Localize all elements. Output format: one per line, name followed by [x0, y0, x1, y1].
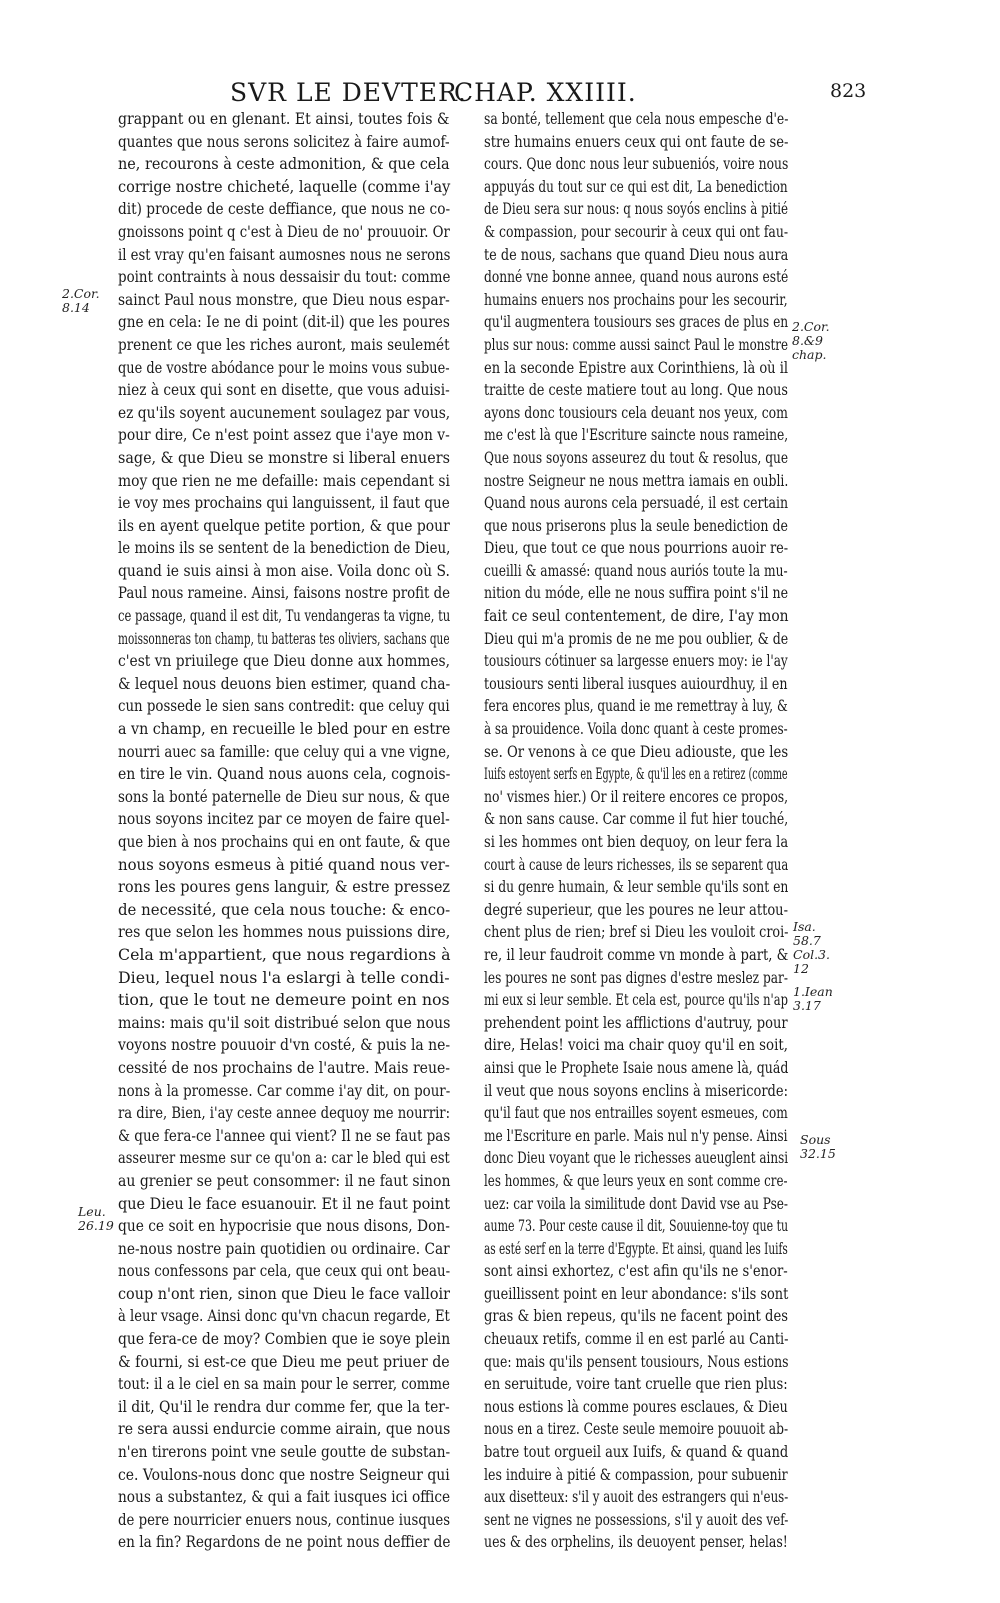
- text-line: nous soyons esmeus à pitié quand nous ver-: [118, 854, 450, 874]
- text-line: en seruitude, voire tant cruelle que rien plus:: [484, 1374, 788, 1394]
- text-line: il dit, Qu'il le rendra dur comme fer, que la ter-: [118, 1396, 450, 1416]
- text-line: degré superieur, que les poures ne leur attou-: [484, 899, 789, 919]
- text-line: nourri auec sa famille: que celuy qui a vne vigne,: [118, 741, 451, 761]
- text-line: moy que rien ne me defaille: mais cependant si: [118, 470, 450, 490]
- text-line: mi eux si leur semble. Et cela est, pource qu'ils n'ap: [484, 990, 788, 1010]
- text-line: & fourni, si est-ce que Dieu me peut priuer de: [118, 1351, 450, 1371]
- text-line: si du genre humain, & leur semble qu'ils sont en: [484, 877, 789, 897]
- margin-note-line: 1.Iean: [793, 984, 833, 999]
- text-line: nition du móde, elle ne nous suffira point s'il ne: [484, 583, 789, 603]
- text-line: que nous priserons plus la seule benediction de: [484, 515, 788, 535]
- text-line: Que nous soyons asseurez du tout & resolus, que: [484, 447, 789, 467]
- text-line: me c'est là que l'Escriture saincte nous rameine,: [484, 425, 789, 445]
- text-line: te de nous, sachans que quand Dieu nous aura: [484, 244, 789, 264]
- text-line: nous a substantez, & qui a fait iusques ici office: [118, 1487, 451, 1507]
- text-line: mains: mais qu'il soit distribué selon que nous: [118, 1012, 451, 1032]
- text-line: il est vray qu'en faisant aumosnes nous ne serons: [118, 244, 451, 264]
- margin-note-line: Leu.: [78, 1204, 106, 1219]
- margin-note-line: 2.Cor.: [792, 319, 830, 334]
- text-line: en la fin? Regardons de ne point nous deffier de: [118, 1532, 451, 1552]
- text-line: les hommes, & que leurs yeux en sont comme cre-: [484, 1170, 788, 1190]
- running-head-left: SVR LE DEVTER.: [230, 78, 467, 107]
- text-line: ne-nous nostre pain quotidien ou ordinaire. Car: [118, 1238, 450, 1258]
- text-line: niez à ceux qui sont en disette, que vous aduisi-: [118, 380, 450, 400]
- left-text-column: [118, 108, 450, 1554]
- text-line: quantes que nous serons solicitez à faire aumof-: [118, 131, 450, 151]
- text-line: rons les poures gens languir, & estre pressez: [118, 877, 451, 897]
- text-line: Dieu, que tout ce que nous pourrions auoir re-: [484, 538, 789, 558]
- text-line: cueilli & amassé: quand nous auriós toute la mu-: [484, 560, 788, 580]
- text-line: ayons donc tousiours cela deuant nos yeux, com: [484, 402, 788, 422]
- text-line: qu'il faut que nos entrailles soyent esmeues, com: [484, 1103, 788, 1123]
- margin-note-line: 12: [793, 961, 809, 976]
- text-line: chent plus de rien; bref si Dieu les vouloit croi-: [484, 922, 789, 942]
- text-line: batre tout orgueil aux Iuifs, & quand & quand: [484, 1442, 789, 1462]
- running-head-right: CHAP. XXIIII.: [454, 78, 637, 107]
- text-line: nous estions là comme poures esclaues, & Dieu: [484, 1396, 788, 1416]
- text-line: gne en cela: Ie ne di point (dit-il) que les poures: [118, 312, 450, 332]
- text-line: cheuaux retifs, comme il en est parlé au Canti-: [484, 1329, 789, 1349]
- running-head: [230, 78, 790, 108]
- text-line: sa bonté, tellement que cela nous empesche d'e-: [484, 109, 789, 128]
- text-line: court à cause de leurs richesses, ils se separent qua: [484, 854, 789, 874]
- text-line: nous en a tirez. Ceste seule memoire pouuoit ab-: [484, 1419, 789, 1439]
- text-line: en tire le vin. Quand nous auons cela, cognois-: [118, 764, 451, 784]
- text-line: cours. Que donc nous leur subueniós, voire nous: [484, 154, 789, 174]
- text-line: il veut que nous soyons enclins à misericorde:: [484, 1080, 788, 1100]
- text-line: res que selon les hommes nous puissions dire,: [118, 922, 451, 942]
- text-line: plus sur nous: comme aussi sainct Paul le monstre: [484, 334, 789, 354]
- text-line: humains enuers nos prochains pour les secourir,: [484, 289, 788, 309]
- text-line: que bien à nos prochains qui en ont faute, & que: [118, 832, 451, 851]
- text-line: nous soyons incitez par ce moyen de faire quel-: [118, 809, 450, 829]
- text-line: tousiours cótinuer sa largesse enuers moy: ie l'ay: [484, 651, 788, 671]
- text-line: en la seconde Epistre aux Corinthiens, là où il: [484, 357, 789, 377]
- text-line: le moins ils se sentent de la benediction de Dieu,: [118, 538, 451, 558]
- text-line: Dieu qui m'a promis de ne me pou oublier, & de: [484, 628, 789, 648]
- text-line: ils en ayent quelque petite portion, & que pour: [118, 515, 450, 535]
- margin-note-line: Col.3.: [793, 947, 830, 962]
- text-line: sent ne vignes ne possessions, s'il y auoit des vef-: [484, 1509, 789, 1529]
- right-text-column: [484, 108, 788, 1554]
- text-line: donc Dieu voyant que le richesses aueuglent ainsi: [484, 1148, 789, 1168]
- text-line: & lequel nous deuons bien estimer, quand cha-: [118, 673, 451, 693]
- text-line: prehendent point les afflictions d'autruy, pour: [484, 1012, 788, 1032]
- margin-note: [78, 1205, 114, 1233]
- text-line: stre humains enuers ceux qui ont faute de se-: [484, 131, 789, 151]
- text-line: c'est vn priuilege que Dieu donne aux hommes,: [118, 651, 451, 671]
- text-line: si les hommes ont bien dequoy, on leur fera la: [484, 832, 789, 851]
- text-line: que de vostre abódance pour le moins vous subue-: [118, 357, 450, 377]
- margin-note-line: Isa.: [793, 919, 816, 934]
- text-line: à leur vsage. Ainsi donc qu'vn chacun regarde, Et: [118, 1306, 450, 1326]
- text-line: & non sans cause. Car comme il fut hier touché,: [484, 809, 789, 829]
- text-line: cessité de nos prochains de l'autre. Mais reue-: [118, 1057, 451, 1077]
- text-line: ce. Voulons-nous donc que nostre Seigneur qui: [118, 1464, 450, 1484]
- text-line: sainct Paul nous monstre, que Dieu nous espar-: [118, 289, 450, 309]
- text-line: nous confessons par cela, que ceux qui ont beau-: [118, 1261, 451, 1281]
- text-line: de pere nourricier enuers nous, continue iusques: [118, 1509, 451, 1529]
- margin-note: [62, 287, 100, 315]
- text-line: ie voy mes prochains qui languissent, il faut que: [118, 493, 450, 513]
- text-line: moissonneras ton champ, tu batteras tes oliviers, sachans que: [118, 628, 450, 648]
- text-line: voyons nostre pouuoir d'vn costé, & puis la ne-: [118, 1035, 451, 1055]
- text-line: gueillissent point en leur abondance: s'ils sont: [484, 1283, 789, 1303]
- text-line: grappant ou en glenant. Et ainsi, toutes fois &: [118, 109, 450, 128]
- page-number: 823: [830, 80, 867, 102]
- text-line: de Dieu sera sur nous: q nous soyós enclins à pitié: [484, 199, 789, 219]
- text-line: point contraints à nous dessaisir du tout: comme: [118, 267, 451, 287]
- text-line: & compassion, pour secourir à ceux qui ont fau-: [484, 221, 789, 241]
- text-line: uez: car voila la similitude dont David vse au Pse-: [484, 1193, 789, 1213]
- text-line: sons la bonté paternelle de Dieu sur nous, & que: [118, 786, 450, 806]
- text-line: nostre Seigneur ne nous mettra iamais en oubli.: [484, 470, 789, 490]
- text-line: Cela m'appartient, que nous regardions à: [118, 944, 451, 964]
- text-line: tout: il a le ciel en sa main pour le serrer, comme: [118, 1374, 450, 1394]
- text-line: corrige nostre chicheté, laquelle (comme i'ay: [118, 176, 451, 196]
- text-line: re sera aussi endurcie comme airain, que nous: [118, 1419, 451, 1439]
- text-line: donné vne bonne annee, quand nous aurons esté: [484, 267, 789, 287]
- margin-note-line: 3.17: [793, 998, 821, 1013]
- text-line: se. Or venons à ce que Dieu adiouste, que les: [484, 741, 789, 761]
- margin-note: [800, 1133, 836, 1161]
- text-line: ra dire, Bien, i'ay ceste annee dequoy me nourrir:: [118, 1103, 451, 1123]
- text-line: quand ie suis ainsi à mon aise. Voila donc où S.: [118, 560, 450, 580]
- text-line: fera encores plus, quand ie me remettray à luy, &: [484, 696, 788, 716]
- text-line: tion, que le tout ne demeure point en nos: [118, 990, 450, 1010]
- text-line: appuyás du tout sur ce qui est dit, La benediction: [484, 176, 788, 196]
- margin-note-line: chap.: [792, 347, 827, 362]
- margin-note: [793, 985, 833, 1013]
- text-line: dire, Helas! voici ma chair quoy qu'il en soit,: [484, 1035, 788, 1055]
- text-line: a vn champ, en recueille le bled pour en estre: [118, 719, 451, 739]
- text-line: qu'il augmentera tousiours ses graces de plus en: [484, 312, 789, 332]
- text-line: que fera-ce de moy? Combien que ie soye plein: [118, 1329, 451, 1349]
- text-line: re, il leur faudroit comme vn monde à part, &: [484, 944, 789, 964]
- text-line: coup n'ont rien, sinon que Dieu le face valloir: [118, 1283, 450, 1303]
- margin-note: [793, 920, 830, 976]
- text-line: traitte de ceste matiere tout au long. Que nous: [484, 380, 788, 400]
- text-line: as esté serf en la terre d'Egypte. Et ainsi, quand les Iuifs: [484, 1238, 788, 1258]
- text-line: me l'Escriture en parle. Mais nul n'y pense. Ainsi: [484, 1125, 788, 1145]
- margin-note-line: Sous: [800, 1132, 831, 1147]
- margin-note-line: 2.Cor.: [62, 286, 100, 301]
- text-line: aux disetteux: s'il y auoit des estrangers qui n'eus-: [484, 1487, 789, 1507]
- margin-note-line: 58.7: [793, 933, 821, 948]
- text-line: fait ce seul contentement, de dire, I'ay mon: [484, 606, 789, 626]
- text-line: gras & bien repeus, qu'ils ne facent point des: [484, 1306, 788, 1326]
- text-line: que Dieu le face esuanouir. Et il ne faut point: [118, 1193, 451, 1213]
- text-line: Paul nous rameine. Ainsi, faisons nostre profit de: [118, 583, 451, 603]
- text-line: dit) procede de ceste deffiance, que nous ne co-: [118, 199, 451, 219]
- text-line: ez qu'ils soyent aucunement soulagez par vous,: [118, 402, 451, 422]
- text-line: tousiours senti liberal iusques auiourdhuy, il en: [484, 673, 788, 693]
- text-line: Quand nous aurons cela persuadé, il est certain: [484, 493, 789, 513]
- text-line: n'en tirerons point vne seule goutte de substan-: [118, 1442, 451, 1462]
- text-line: asseurer mesme sur ce qu'on a: car le bled qui est: [118, 1148, 450, 1168]
- margin-note: [792, 320, 830, 362]
- margin-note-line: 8.14: [62, 300, 90, 315]
- text-line: nons à la promesse. Car comme i'ay dit, on pour-: [118, 1080, 451, 1100]
- text-line: ainsi que le Prophete Isaie nous amene là, quád: [484, 1057, 789, 1077]
- text-line: que: mais qu'ils pensent tousiours, Nous estions: [484, 1351, 789, 1371]
- text-line: prenent ce que les riches auront, mais seulemét: [118, 334, 450, 354]
- text-line: à sa prouidence. Voila donc quant à ceste promes-: [484, 719, 788, 739]
- margin-note-line: 32.15: [800, 1146, 836, 1161]
- text-line: sont ainsi exhortez, c'est afin qu'ils ne s'enor-: [484, 1261, 788, 1281]
- text-line: cun possede le sien sans contredit: que celuy qui: [118, 696, 450, 716]
- text-line: ne, recourons à ceste admonition, & que cela: [118, 154, 450, 174]
- text-line: les poures ne sont pas dignes d'estre meslez par-: [484, 967, 788, 987]
- text-line: no' vismes hier.) Or il reitere encores ce propos,: [484, 786, 789, 806]
- text-line: sage, & que Dieu se monstre si liberal enuers: [118, 447, 450, 467]
- text-line: ues & des orphelins, ils deuoyent penser, helas!: [484, 1532, 788, 1552]
- text-line: aume 73. Pour ceste cause il dit, Souuienne-toy que tu: [484, 1216, 789, 1236]
- text-line: Iuifs estoyent serfs en Egypte, & qu'il les en a retirez (comme: [484, 764, 788, 784]
- text-line: ce passage, quand il est dit, Tu vendangeras ta vigne, tu: [118, 606, 451, 626]
- text-line: au grenier se peut consommer: il ne faut sinon: [118, 1170, 451, 1190]
- text-line: de necessité, que cela nous touche: & enco-: [118, 899, 451, 919]
- text-line: que ce soit en hypocrisie que nous disons, Don-: [118, 1216, 450, 1236]
- text-line: gnoissons point q c'est à Dieu de no' prouuoir. Or: [118, 221, 450, 241]
- text-line: les induire à pitié & compassion, pour subuenir: [484, 1464, 788, 1484]
- text-line: pour dire, Ce n'est point assez que i'aye mon v-: [118, 425, 450, 445]
- margin-note-line: 26.19: [78, 1218, 114, 1233]
- margin-note-line: 8.&9: [792, 333, 824, 348]
- text-line: Dieu, lequel nous l'a eslargi à telle condi-: [118, 967, 450, 987]
- text-line: & que fera-ce l'annee qui vient? Il ne se faut pas: [118, 1125, 451, 1145]
